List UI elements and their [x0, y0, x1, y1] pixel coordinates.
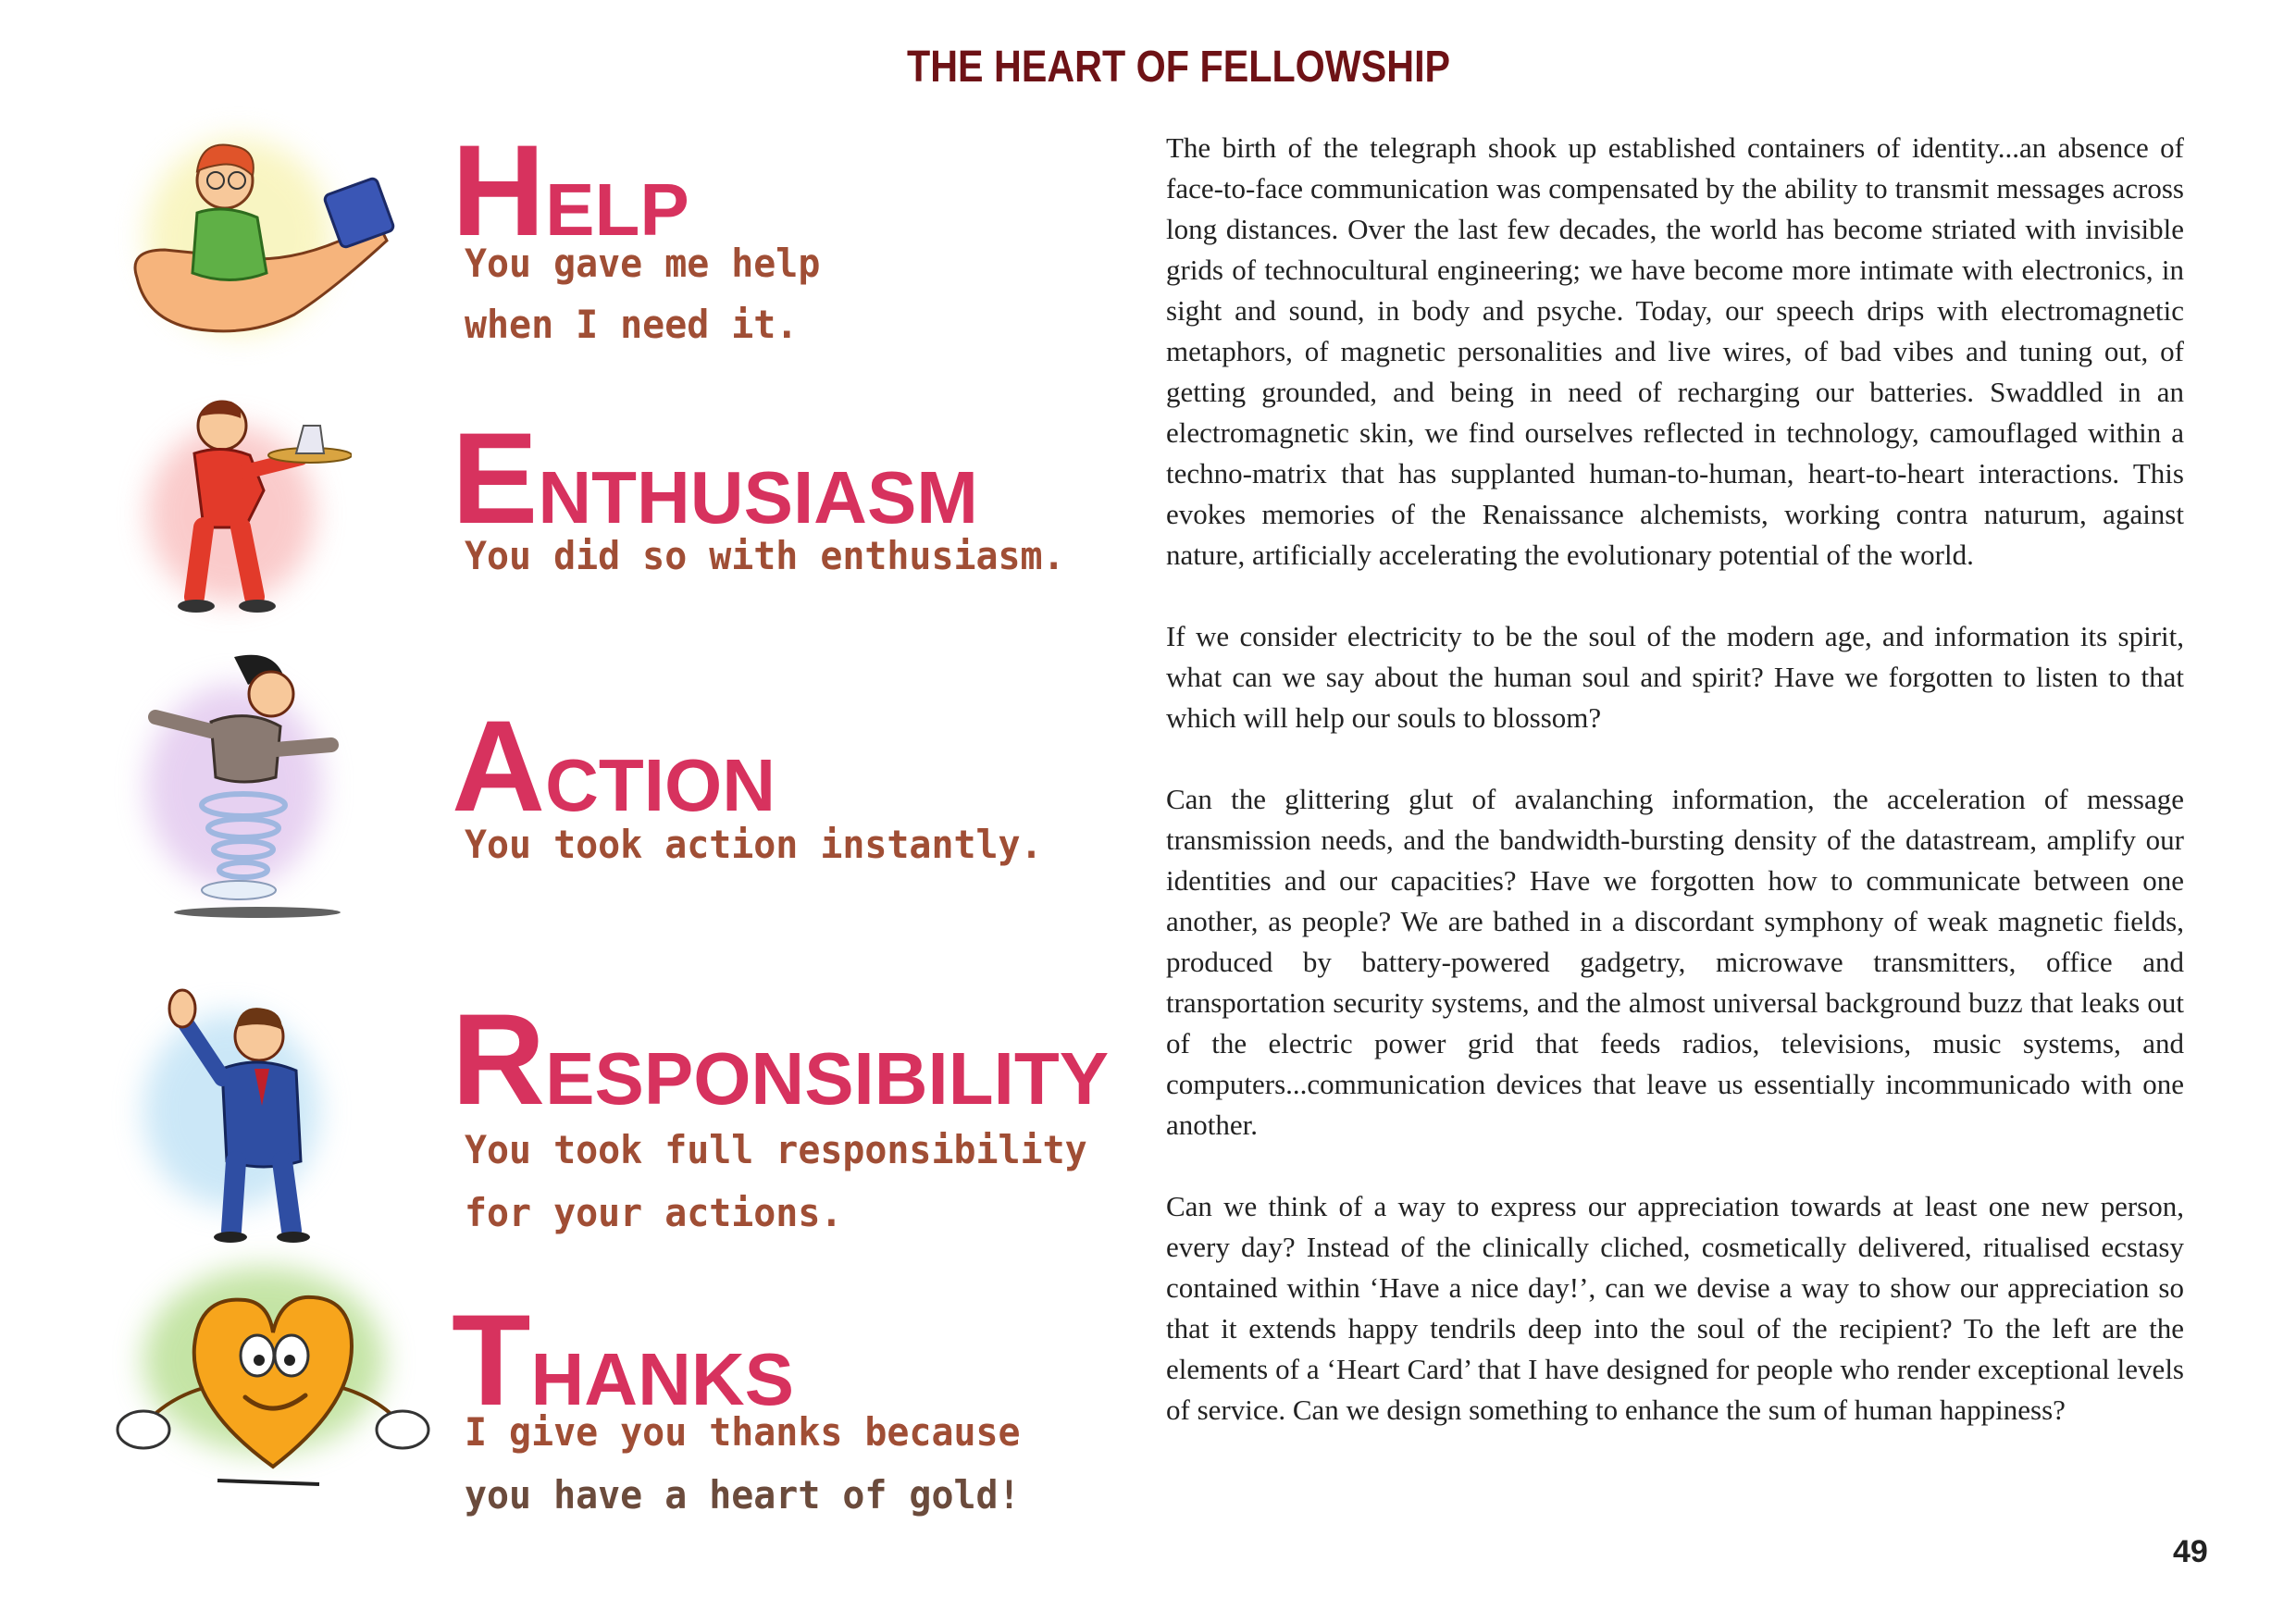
heart-word-rest: NTHUSIASM — [538, 456, 978, 539]
page-number: 49 — [2173, 1534, 2208, 1569]
article-body — [1166, 128, 2184, 1471]
heart-word-initial: H — [452, 118, 546, 263]
heart-subline: You took full responsibility — [465, 1127, 1087, 1172]
heart-word-enthusiasm — [452, 405, 978, 551]
waiter-icon — [139, 389, 352, 620]
smiling-heart-icon — [106, 1258, 440, 1499]
heart-subline: you have a heart of gold! — [465, 1472, 1021, 1518]
helping-hand-icon — [109, 120, 405, 352]
page-title: THE HEART OF FELLOWSHIP — [907, 43, 1451, 92]
heart-subline: when I need it. — [465, 302, 799, 347]
heart-word-responsibility — [452, 986, 1110, 1132]
raised-hand-man-icon — [134, 967, 347, 1245]
heart-word-initial: E — [452, 405, 539, 551]
heart-word-action — [452, 693, 776, 838]
heart-subline: I give you thanks because — [465, 1409, 1021, 1455]
heart-word-rest: ESPONSIBILITY — [545, 1037, 1110, 1120]
heart-word-rest: HANKS — [530, 1338, 794, 1420]
article-paragraph: Can we think of a way to express our appreciation towards at least one new person, every day? Instead of the clinically cliched, cosmetically delivered, ritualised ecstasy contained within ‘Have a nice day!’, can we devise a way to show our appreciation so that it extends happy tendrils deep into the soul of the recipient? To the left are the elements of a ‘Heart Card’ that I have designed for people who render exceptional levels of service. Can we design something to enhance the sum of human happiness? — [1166, 1190, 2184, 1426]
heart-subline: You gave me help — [465, 241, 821, 286]
heart-word-rest: ELP — [545, 168, 689, 251]
heart-word-rest: CTION — [545, 744, 776, 826]
heart-word-initial: A — [452, 693, 546, 838]
article-paragraph: If we consider electricity to be the soul of the modern age, and information its spirit, what can we say about the human soul and spirit? Have we forgotten to listen to that which will help our souls to blossom? — [1166, 620, 2184, 734]
heart-word-initial: R — [452, 986, 546, 1132]
heart-subline: You did so with enthusiasm. — [465, 533, 1065, 578]
whirlwind-woman-icon — [118, 648, 368, 925]
heart-subline: You took action instantly. — [465, 822, 1043, 867]
article-paragraph: Can the glittering glut of avalanching information, the acceleration of message transmission needs, and the bandwidth-bursting density of the datastream, amplify our identities and our capacities? Have we forgotten how to communicate between one another, as people? We are bathed in a discordant symphony of weak magnetic fields, produced by battery-powered gadgetry, microwave transmitters, office and transportation security systems, and the almost universal background buzz that leaks out of the electric power grid that feeds radios, televisions, music systems, and computers...communication devices that leave us essentially incommunicado with one another. — [1166, 783, 2184, 1141]
heart-subline: for your actions. — [465, 1190, 843, 1235]
heart-word-initial: T — [452, 1287, 531, 1432]
article-paragraph: The birth of the telegraph shook up established containers of identity...an absence of face-to-face communication was compensated by the ability to transmit messages across long distances. Over the last few decades, the world has become striated with invisible grids of technocultural engineering; we have become more intimate with electronics, in sight and sound, in body and psyche. Today, our speech drips with electromagnetic metaphors, of magnetic personalities and live wires, of bad vibes and tuning out, of getting grounded, and being in need of recharging our batteries. Swaddled in an electromagnetic skin, we find ourselves reflected in technology, camouflaged within a techno-matrix that has supplanted human-to-human, heart-to-heart interactions. This evokes memories of the Renaissance alchemists, working contra naturum, against nature, artificially accelerating the evolutionary potential of the world. — [1166, 131, 2184, 571]
